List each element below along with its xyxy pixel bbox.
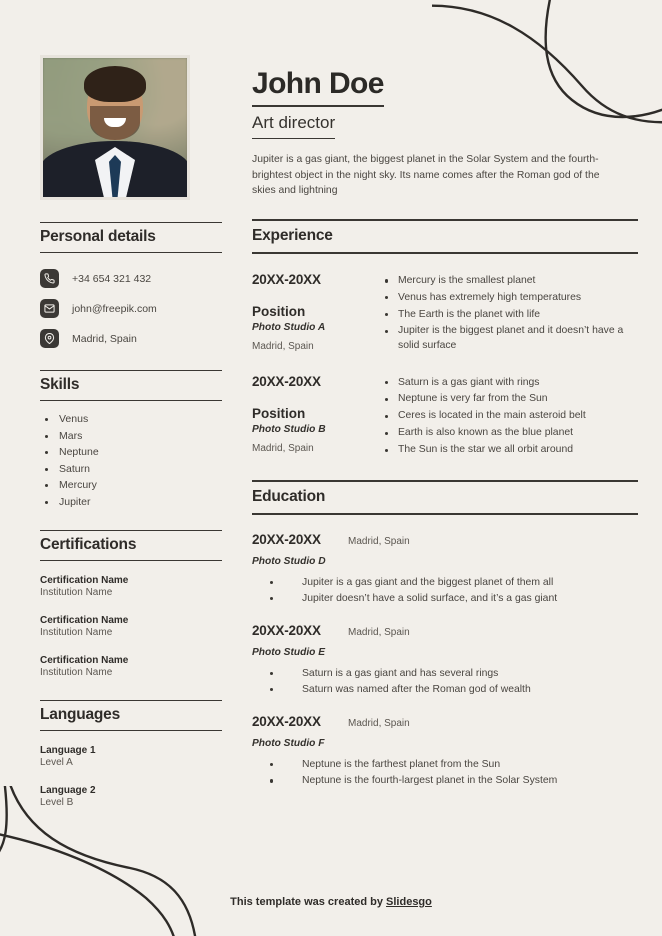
list-item: [40, 575, 222, 598]
languages-heading-rule: [40, 700, 222, 731]
list-item: Jupiter is a gas giant and the biggest planet of them all: [252, 575, 638, 590]
avatar-photo: [40, 55, 190, 200]
education-entry: [252, 623, 638, 697]
certification-institution: Institution Name: [40, 586, 113, 598]
experience-location: Madrid, Spain: [252, 340, 314, 352]
certification-title: Certification Name: [40, 574, 129, 586]
list-item: Neptune is the fourth-largest planet in the Solar System: [252, 773, 638, 788]
education-entry: [252, 714, 638, 788]
education-bullets: [252, 757, 638, 788]
list-item: [40, 615, 222, 638]
language-name: Language 2: [40, 784, 96, 796]
list-item: Venus: [40, 413, 222, 425]
skills-heading: Skills: [40, 376, 80, 393]
section-certifications: [40, 530, 222, 678]
experience-company: Photo Studio A: [252, 321, 326, 333]
list-item: The Earth is the planet with life: [384, 308, 638, 322]
sidebar: [40, 55, 222, 936]
experience-heading-rule: [252, 219, 638, 254]
education-heading-rule: [252, 480, 638, 515]
certification-title: Certification Name: [40, 654, 129, 666]
list-item: Saturn is a gas giant and has several rings: [252, 666, 638, 681]
slidesgo-link[interactable]: Slidesgo: [386, 896, 432, 908]
language-level: Level A: [40, 756, 73, 768]
skills-heading-rule: [40, 370, 222, 401]
experience-meta: [252, 272, 384, 356]
location-pin-icon: [40, 329, 59, 348]
list-item: [40, 745, 222, 768]
list-item: [40, 785, 222, 808]
language-level: Level B: [40, 796, 74, 808]
education-header-row: [252, 532, 638, 547]
experience-bullets: [384, 272, 638, 356]
education-institution: Photo Studio F: [252, 738, 325, 750]
section-experience: [252, 219, 638, 460]
language-name: Language 1: [40, 744, 96, 756]
list-item: Mercury is the smallest planet: [384, 274, 638, 288]
experience-bullets: [384, 374, 638, 460]
list-item: Saturn: [40, 463, 222, 475]
contact-value-email: john@freepik.com: [72, 302, 157, 315]
section-personal-details: [40, 222, 222, 348]
education-header-row: [252, 714, 638, 729]
languages-heading: Languages: [40, 705, 121, 723]
personal-details-heading-rule: [40, 222, 222, 253]
experience-company: Photo Studio B: [252, 423, 326, 435]
list-item: Jupiter is the biggest planet and it doesn’t have a solid surface: [384, 324, 638, 353]
photo-hair: [84, 66, 146, 102]
section-skills: [40, 370, 222, 508]
education-location: Madrid, Spain: [348, 535, 410, 547]
experience-meta: [252, 374, 384, 460]
section-languages: [40, 700, 222, 808]
list-item: [40, 655, 222, 678]
list-item: Jupiter: [40, 496, 222, 508]
page-title: John Doe: [252, 67, 384, 107]
experience-date: 20XX-20XX: [252, 373, 321, 389]
role-rule: [252, 113, 335, 139]
education-institution: Photo Studio D: [252, 555, 326, 567]
experience-entry: [252, 272, 638, 356]
list-item: Neptune: [40, 446, 222, 458]
list-item: The Sun is the star we all orbit around: [384, 443, 638, 457]
list-item: Mars: [40, 430, 222, 442]
list-item: Saturn was named after the Roman god of wealth: [252, 682, 638, 697]
personal-details-heading: Personal details: [40, 228, 156, 245]
experience-location: Madrid, Spain: [252, 442, 314, 454]
education-location: Madrid, Spain: [348, 718, 410, 730]
certification-institution: Institution Name: [40, 626, 113, 638]
experience-position: Position: [252, 303, 306, 319]
education-institution: Photo Studio E: [252, 647, 325, 659]
list-item: Earth is also known as the blue planet: [384, 426, 638, 440]
list-item: Saturn is a gas giant with rings: [384, 376, 638, 390]
footer-text: This template was created by: [230, 896, 383, 908]
education-entry: [252, 532, 638, 606]
contact-value-location: Madrid, Spain: [72, 332, 137, 345]
contact-row-email[interactable]: [40, 299, 222, 318]
experience-entry: [252, 374, 638, 460]
list-item: Mercury: [40, 479, 222, 491]
education-date: 20XX-20XX: [252, 623, 321, 639]
section-education: [252, 480, 638, 788]
list-item: Ceres is located in the main asteroid belt: [384, 409, 638, 423]
education-bullets: [252, 666, 638, 697]
list-item: Neptune is the farthest planet from the Sun: [252, 757, 638, 772]
education-header-row: [252, 623, 638, 638]
contact-list: [40, 269, 222, 348]
certifications-heading-rule: [40, 530, 222, 561]
experience-heading: Experience: [252, 226, 333, 244]
education-date: 20XX-20XX: [252, 714, 321, 730]
list-item: Venus has extremely high temperatures: [384, 291, 638, 305]
experience-date: 20XX-20XX: [252, 271, 321, 287]
contact-row-phone[interactable]: [40, 269, 222, 288]
certifications-list: [40, 575, 222, 678]
education-date: 20XX-20XX: [252, 531, 321, 547]
footer-credit: [0, 896, 662, 908]
languages-list: [40, 745, 222, 808]
contact-value-phone: +34 654 321 432: [72, 272, 152, 285]
job-title: Art director: [252, 113, 336, 132]
phone-icon: [40, 269, 59, 288]
contact-row-location[interactable]: [40, 329, 222, 348]
envelope-icon: [40, 299, 59, 318]
certification-title: Certification Name: [40, 614, 129, 626]
main-column: [222, 55, 638, 936]
certification-institution: Institution Name: [40, 666, 113, 678]
education-bullets: [252, 575, 638, 606]
education-heading: Education: [252, 487, 326, 505]
profile-summary: Jupiter is a gas giant, the biggest planet in the Solar System and the fourth-brightest object in the night sky. Its name comes after the Roman god of the skies and lightning: [252, 154, 600, 197]
header-block: [252, 55, 638, 199]
experience-position: Position: [252, 405, 306, 421]
list-item: Neptune is very far from the Sun: [384, 392, 638, 406]
certifications-heading: Certifications: [40, 535, 137, 553]
skills-list: [40, 413, 222, 508]
list-item: Jupiter doesn’t have a solid surface, and it’s a gas giant: [252, 591, 638, 606]
education-location: Madrid, Spain: [348, 627, 410, 639]
